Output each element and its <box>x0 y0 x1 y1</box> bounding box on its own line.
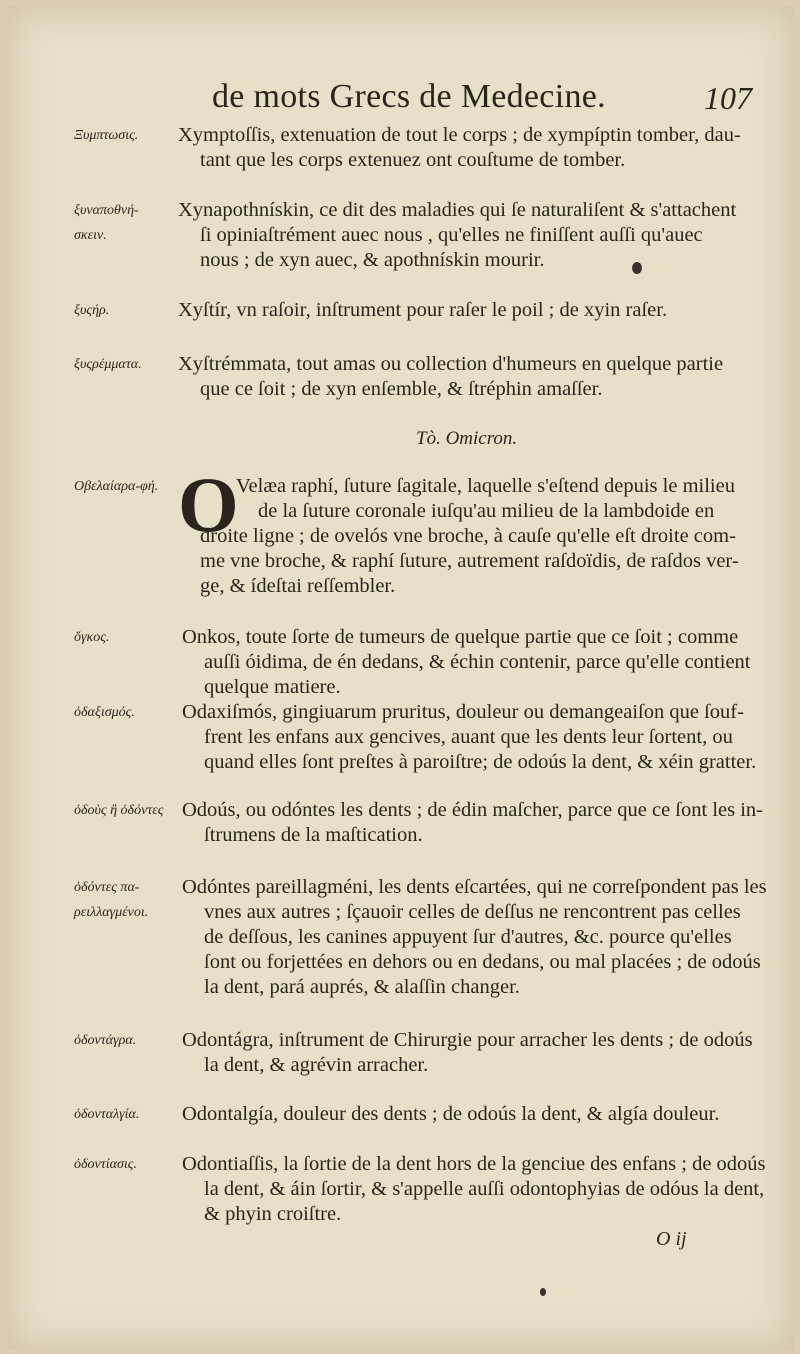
greek-term: ὀδαξισμός. <box>74 705 135 720</box>
section-heading-text: Tò. Omicron. <box>416 428 518 449</box>
entry-line: de deſſous, les canines appuyent ſur d'autres, &c. pource qu'elles <box>204 926 732 948</box>
entry-line: la dent, & agrévin arracher. <box>204 1054 429 1076</box>
entry-line: quand elles ſont preſtes à paroiſtre; de odoús la dent, & xéin gratter. <box>204 751 757 773</box>
greek-term: ὀδοὺς ἢ ὀδόντες <box>74 803 164 818</box>
section-heading <box>0 428 800 454</box>
greek-term: Ξυμπτωσις. <box>74 128 139 143</box>
entry-line: de la ſuture coronale iuſqu'au milieu de la lambdoide en <box>258 500 715 522</box>
entry-line: auſſi óidima, de én dedans, & échin contenir, parce qu'elle contient <box>204 651 751 673</box>
greek-term: ξυςρέμματα. <box>74 357 142 372</box>
entry-line: quelque matiere. <box>204 676 341 698</box>
entry-line: Xyſtír, vn raſoir, inſtrument pour raſer le poil ; de xyin raſer. <box>178 299 668 321</box>
greek-term: Οβελαίαρα-φή. <box>74 479 159 494</box>
entry-line: me vne broche, & raphí ſuture, autrement raſdoïdis, de raſdos ver- <box>200 550 739 572</box>
page-header <box>0 78 800 122</box>
greek-term: ὀδονταλγία. <box>74 1107 140 1122</box>
drop-cap: O <box>178 461 239 548</box>
greek-term: ξυςήρ. <box>74 303 110 318</box>
page-number: 107 <box>704 80 752 116</box>
greek-term: ὀδοντίασις. <box>74 1157 137 1172</box>
entry-line: la dent, & áin ſortir, & s'appelle auſſi odontophyias de odóus la dent, <box>204 1178 765 1200</box>
entry-line: Xynapothnískin, ce dit des maladies qui ſe naturaliſent & s'attachent <box>178 199 737 221</box>
entry-line: vnes aux autres ; ſçauoir celles de deſſus ne rencontrent pas celles <box>204 901 741 923</box>
entry-line: Onkos, toute ſorte de tumeurs de quelque partie que ce ſoit ; comme <box>182 626 739 648</box>
entry-line: frent les enfans aux gencives, auant que les dents leur ſortent, ou <box>204 726 733 748</box>
greek-term: ὀδοντάγρα. <box>74 1033 137 1048</box>
entry-line: ſi opiniaſtrément auec nous , qu'elles ne finiſſent auſſi qu'auec <box>200 224 703 246</box>
entry-line: Odaxiſmós, gingiuarum pruritus, douleur ou demangeaiſon que ſouf- <box>182 701 744 723</box>
entry-line: Odoús, ou odóntes les dents ; de édin maſcher, parce que ce ſont les in- <box>182 799 763 821</box>
entry-line: Odontiaſſis, la ſortie de la dent hors de la genciue des enfans ; de odoús <box>182 1153 766 1175</box>
ink-blot <box>540 1288 546 1296</box>
entry-line: Velæa raphí, ſuture ſagitale, laquelle s'eſtend depuis le milieu <box>236 475 735 497</box>
running-title: de mots Grecs de Medecine. <box>212 78 606 115</box>
signature-mark: O ij <box>656 1228 687 1250</box>
entry-line: Odóntes pareillagméni, les dents eſcartées, qui ne correſpondent pas les <box>182 876 767 898</box>
entry-line: que ce ſoit ; de xyn enſemble, & ſtréphin amaſſer. <box>200 378 603 400</box>
entry-line: ſtrumens de la maſtication. <box>204 824 423 846</box>
entry-line: Xymptoſſis, extenuation de tout le corps ; de xympíptin tomber, dau- <box>178 124 741 146</box>
ink-blot <box>632 262 642 274</box>
entry-line: ſont ou forjettées en dehors ou en dedans, ou mal placées ; de odoús <box>204 951 761 973</box>
greek-term: ὀδόντες πα-ρειλλαγμένοι. <box>74 880 149 920</box>
entry-line: Odontalgía, douleur des dents ; de odoús la dent, & algía douleur. <box>182 1103 720 1125</box>
entry-line: ge, & ídeſtai reſſembler. <box>200 575 396 597</box>
greek-term: ξυναποθνή-σκειν. <box>74 203 139 243</box>
entry-line: & phyin croiſtre. <box>204 1203 342 1225</box>
entry-line: Odontágra, inſtrument de Chirurgie pour arracher les dents ; de odoús <box>182 1029 753 1051</box>
entry-line: tant que les corps extenuez ont couſtume de tomber. <box>200 149 626 171</box>
greek-term: ὄγκος. <box>74 630 110 645</box>
entry-line: droite ligne ; de ovelós vne broche, à cauſe qu'elle eſt droite com- <box>200 525 736 547</box>
entry-line: la dent, pará auprés, & alaſſin changer. <box>204 976 520 998</box>
entry-line: nous ; de xyn auec, & apothnískin mourir. <box>200 249 545 271</box>
entry-line: Xyſtrémmata, tout amas ou collection d'humeurs en quelque partie <box>178 353 724 375</box>
